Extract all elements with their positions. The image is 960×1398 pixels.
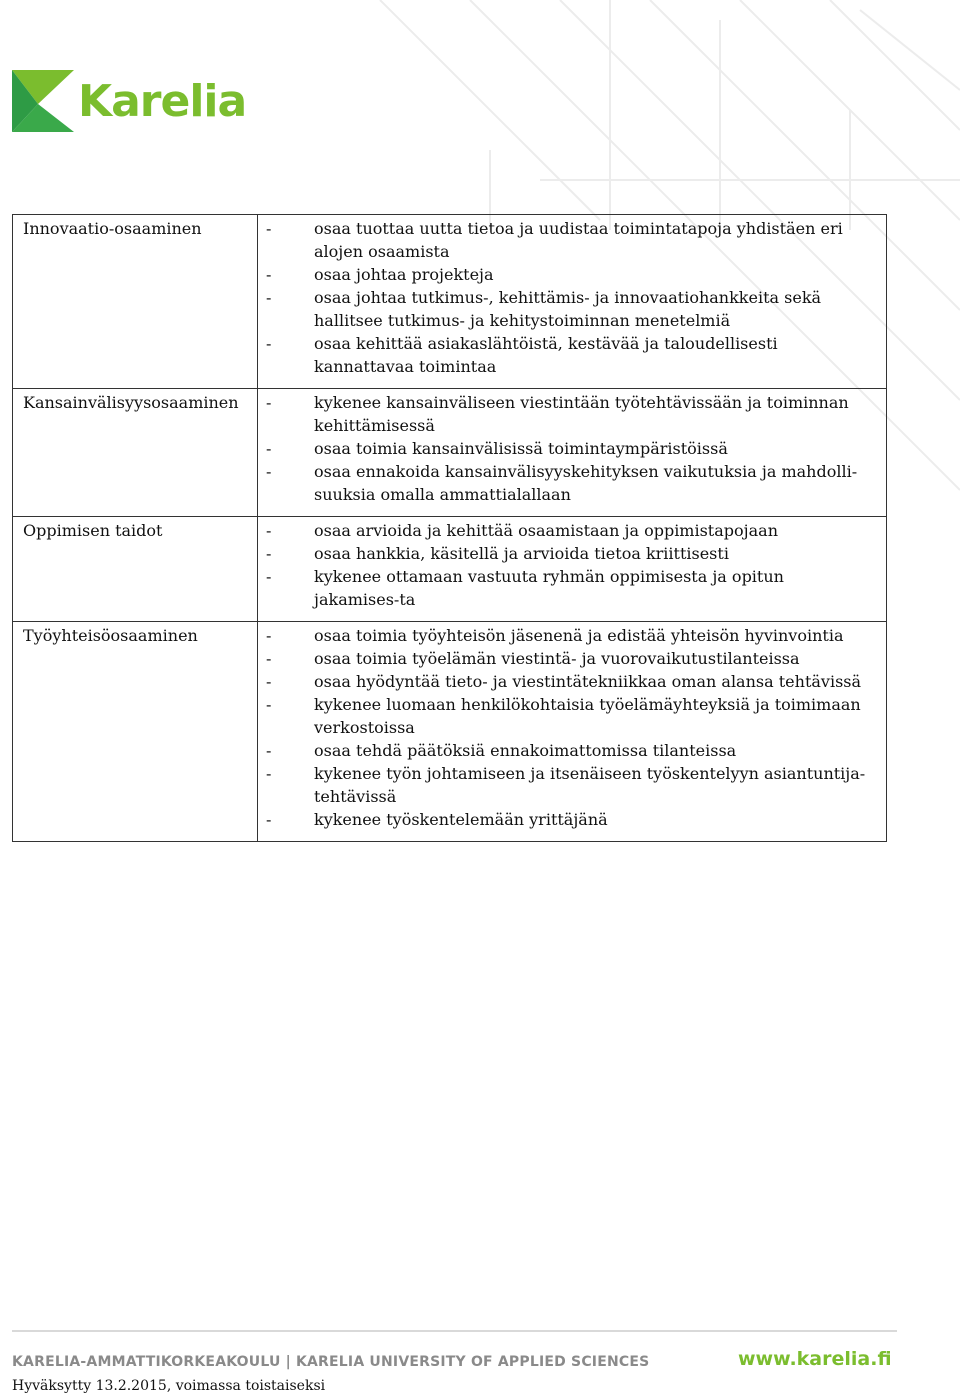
bullet-dash: - — [266, 741, 272, 760]
list-item-text: osaa toimia työelämän viestintä- ja vuorovaikutustilanteissa — [314, 649, 800, 668]
list-item — [266, 286, 874, 332]
competence-category: Työyhteisöosaaminen — [13, 622, 258, 842]
list-item-text: kykenee työn johtamiseen ja itsenäiseen työskentelyyn asiantuntija-tehtävissä — [314, 764, 866, 806]
competence-category: Innovaatio-osaaminen — [13, 215, 258, 389]
competence-category: Oppimisen taidot — [13, 517, 258, 622]
list-item-text: osaa ennakoida kansainvälisyyskehityksen vaikutuksia ja mahdolli-suuksia omalla ammattialallaan — [314, 462, 858, 504]
list-item-text: osaa toimia kansainvälisissä toimintaympäristöissä — [314, 439, 728, 458]
competence-category: Kansainvälisyysosaaminen — [13, 389, 258, 517]
bullet-dash: - — [266, 393, 272, 412]
karelia-k-icon — [12, 66, 82, 136]
logo-wordmark: Karelia — [78, 76, 247, 127]
bullet-dash: - — [266, 288, 272, 307]
list-item — [266, 739, 874, 762]
list-item — [266, 624, 874, 647]
competence-table — [12, 214, 887, 842]
list-item — [266, 647, 874, 670]
footer-institution: KARELIA-AMMATTIKORKEAKOULU | KARELIA UNIVERSITY OF APPLIED SCIENCES — [12, 1354, 650, 1370]
competence-items — [258, 517, 887, 622]
list-item — [266, 808, 874, 831]
list-item — [266, 263, 874, 286]
list-item-text: osaa johtaa projekteja — [314, 265, 494, 284]
bullet-dash: - — [266, 439, 272, 458]
competence-items — [258, 389, 887, 517]
bullet-dash: - — [266, 695, 272, 714]
list-item — [266, 332, 874, 378]
list-item — [266, 519, 874, 542]
list-item-text: kykenee ottamaan vastuuta ryhmän oppimisesta ja opitun jakamises-ta — [314, 567, 784, 609]
bullet-dash: - — [266, 265, 272, 284]
list-item-text: osaa kehittää asiakaslähtöistä, kestävää ja taloudellisesti kannattavaa toimintaa — [314, 334, 778, 376]
bullet-dash: - — [266, 764, 272, 783]
footer-divider — [12, 1330, 897, 1332]
list-item — [266, 217, 874, 263]
list-item — [266, 762, 874, 808]
bullet-dash: - — [266, 544, 272, 563]
competence-row — [13, 517, 887, 622]
list-item-text: osaa toimia työyhteisön jäsenenä ja edistää yhteisön hyvinvointia — [314, 626, 844, 645]
list-item-text: kykenee työskentelemään yrittäjänä — [314, 810, 608, 829]
list-item-text: osaa hankkia, käsitellä ja arvioida tietoa kriittisesti — [314, 544, 729, 563]
list-item — [266, 542, 874, 565]
list-item-text: osaa hyödyntää tieto- ja viestintätekniikkaa oman alansa tehtävissä — [314, 672, 862, 691]
list-item-text: osaa tuottaa uutta tietoa ja uudistaa toimintatapoja yhdistäen eri alojen osaamista — [314, 219, 843, 261]
competence-row — [13, 215, 887, 389]
competence-row — [13, 622, 887, 842]
competence-items — [258, 215, 887, 389]
list-item-text: osaa johtaa tutkimus-, kehittämis- ja innovaatiohankkeita sekä hallitsee tutkimus- ja kehitystoiminnan menetelmiä — [314, 288, 822, 330]
list-item-text: kykenee kansainväliseen viestintään työtehtävissään ja toiminnan kehittämisessä — [314, 393, 849, 435]
bullet-dash: - — [266, 626, 272, 645]
bullet-dash: - — [266, 462, 272, 481]
list-item — [266, 670, 874, 693]
bullet-dash: - — [266, 334, 272, 353]
approval-note: Hyväksytty 13.2.2015, voimassa toistaiseksi — [12, 1378, 326, 1394]
list-item-text: kykenee luomaan henkilökohtaisia työelämäyhteyksiä ja toimimaan verkostoissa — [314, 695, 861, 737]
bullet-dash: - — [266, 521, 272, 540]
competence-row — [13, 389, 887, 517]
footer-website-link[interactable]: www.karelia.fi — [738, 1348, 892, 1370]
bullet-dash: - — [266, 219, 272, 238]
list-item-text: osaa arvioida ja kehittää osaamistaan ja oppimistapojaan — [314, 521, 778, 540]
list-item — [266, 565, 874, 611]
list-item-text: osaa tehdä päätöksiä ennakoimattomissa tilanteissa — [314, 741, 737, 760]
bullet-dash: - — [266, 672, 272, 691]
bullet-dash: - — [266, 567, 272, 586]
competence-items — [258, 622, 887, 842]
bullet-dash: - — [266, 810, 272, 829]
list-item — [266, 693, 874, 739]
list-item — [266, 460, 874, 506]
bullet-dash: - — [266, 649, 272, 668]
list-item — [266, 437, 874, 460]
list-item — [266, 391, 874, 437]
